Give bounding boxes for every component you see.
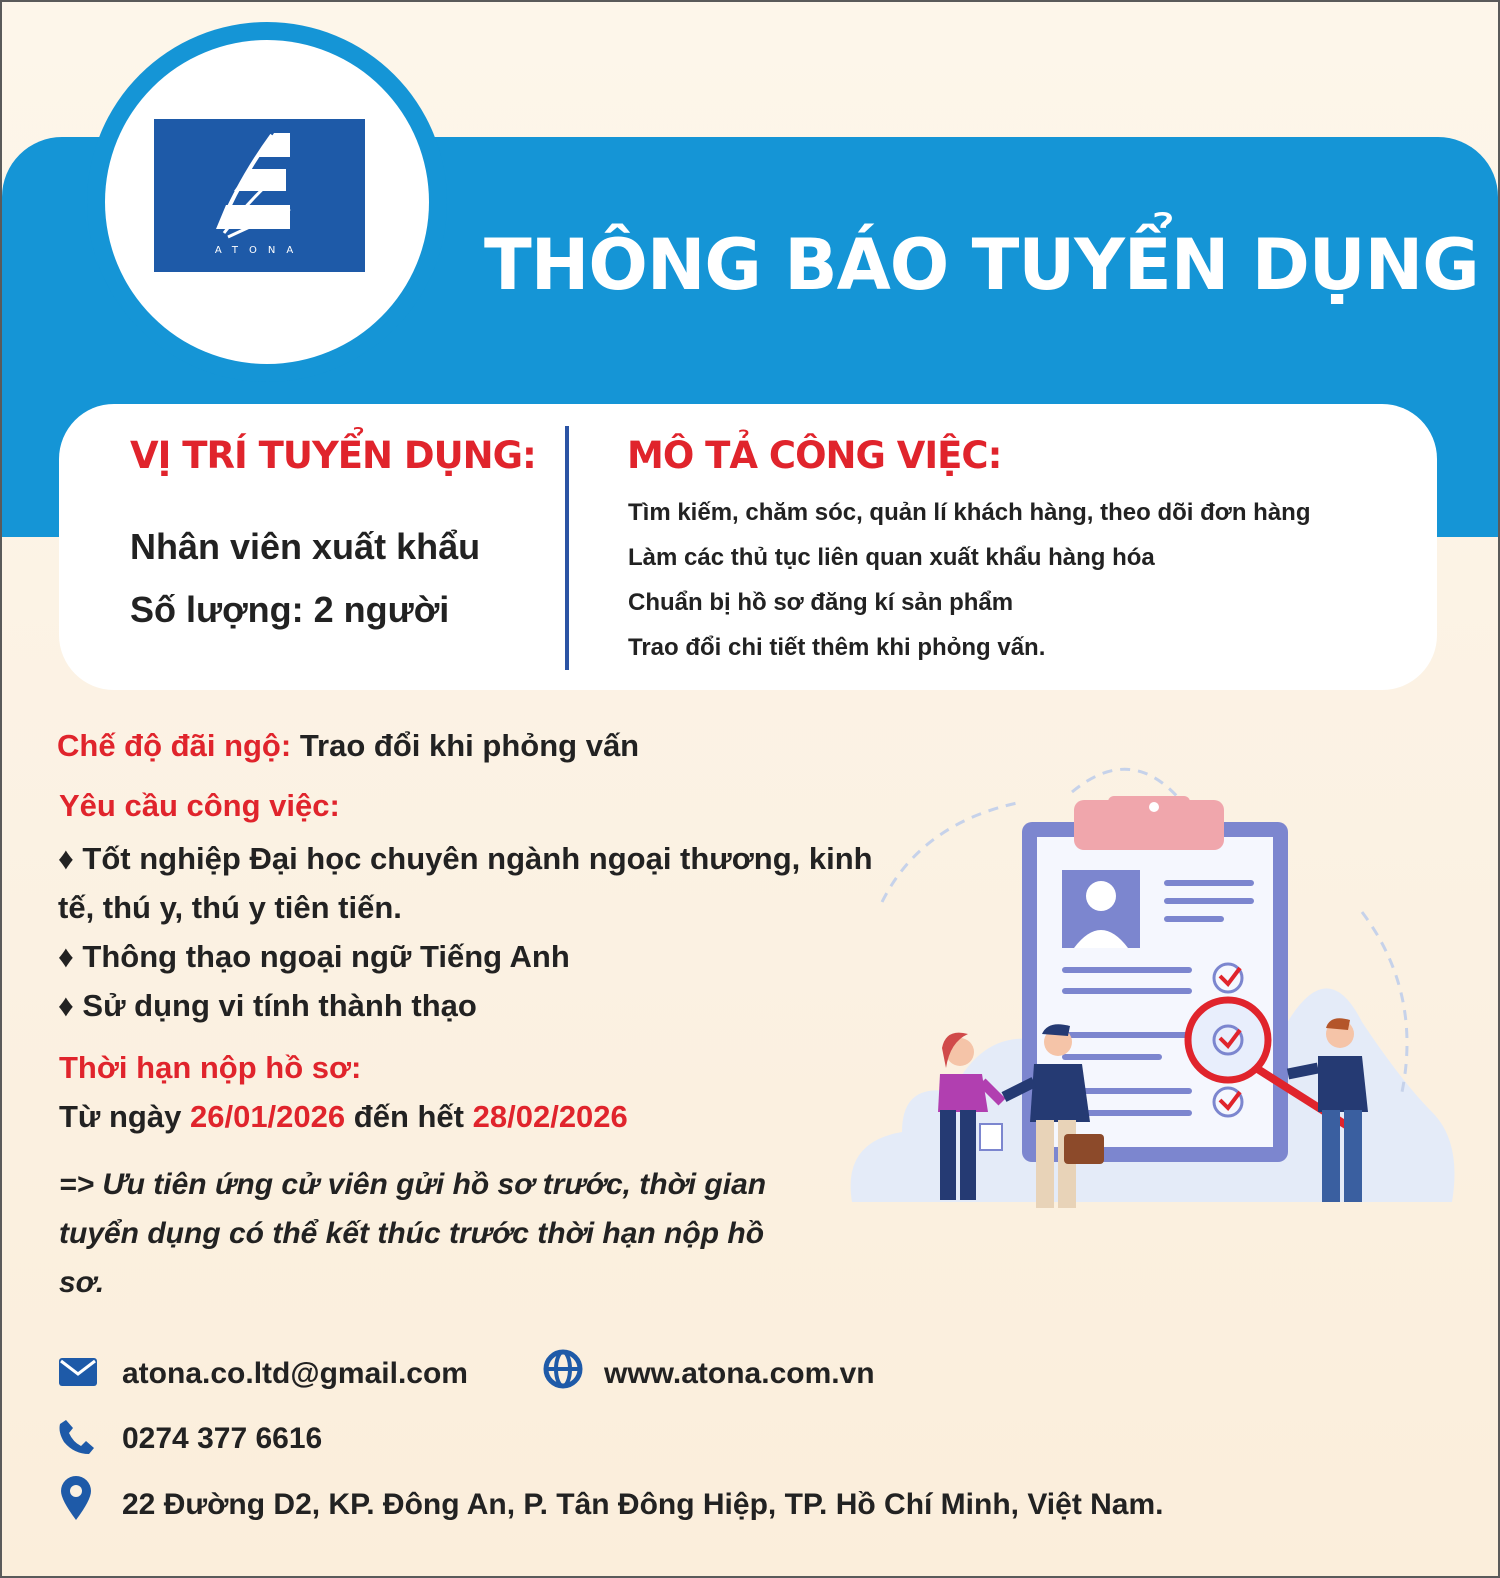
list-item: Tìm kiếm, chăm sóc, quản lí khách hàng, theo dõi đơn hàng (628, 499, 1311, 526)
logo-wordmark: ATONA (214, 245, 305, 256)
globe-icon (542, 1348, 584, 1390)
company-logo (154, 119, 365, 272)
deadline-prefix: Từ ngày (59, 1099, 182, 1134)
mail-icon (58, 1356, 98, 1388)
list-item: Chuẩn bị hồ sơ đăng kí sản phẩm (628, 589, 1014, 616)
benefits-row (57, 728, 639, 764)
deadline-middle: đến hết (353, 1099, 464, 1134)
position-heading: VỊ TRÍ TUYỂN DỤNG: (130, 434, 536, 477)
benefits-label: Chế độ đãi ngộ: (57, 728, 292, 763)
contact-address: 22 Đường D2, KP. Đông An, P. Tân Đông Hiệp, TP. Hồ Chí Minh, Việt Nam. (122, 1488, 1164, 1521)
contact-website[interactable]: www.atona.com.vn (604, 1357, 875, 1390)
position-quantity: Số lượng: 2 người (130, 589, 450, 630)
deadline-row (59, 1099, 628, 1135)
page-title: THÔNG BÁO TUYỂN DỤNG (484, 224, 1479, 306)
list-item: ♦ Tốt nghiệp Đại học chuyên ngành ngoại thương, kinh tế, thú y, thú y tiên tiến. (58, 841, 873, 925)
job-description-heading: MÔ TẢ CÔNG VIỆC: (627, 434, 1002, 477)
benefits-value: Trao đổi khi phỏng vấn (299, 728, 640, 763)
job-description-list (628, 495, 1311, 675)
deadline-end-date: 28/02/2026 (472, 1099, 628, 1134)
recruitment-illustration (842, 762, 1462, 1232)
contact-email[interactable]: atona.co.ltd@gmail.com (122, 1357, 468, 1390)
list-item: Trao đổi chi tiết thêm khi phỏng vấn. (628, 634, 1046, 661)
position-name: Nhân viên xuất khẩu (130, 526, 481, 567)
priority-note: => Ưu tiên ứng cử viên gửi hồ sơ trước, thời gian tuyển dụng có thể kết thúc trước thời hạn nộp hồ sơ. (59, 1168, 767, 1299)
deadline-heading: Thời hạn nộp hồ sơ: (59, 1050, 362, 1085)
list-item: Làm các thủ tục liên quan xuất khẩu hàng hóa (628, 544, 1155, 571)
deadline-start-date: 26/01/2026 (189, 1099, 346, 1134)
requirements-heading: Yêu cầu công việc: (59, 788, 340, 823)
card-divider (565, 426, 569, 670)
contact-phone[interactable]: 0274 377 6616 (122, 1422, 323, 1455)
phone-icon (58, 1418, 96, 1456)
location-pin-icon (58, 1474, 94, 1522)
requirements-list (58, 834, 878, 1030)
list-item: ♦ Thông thạo ngoại ngữ Tiếng Anh (58, 939, 570, 974)
list-item: ♦ Sử dụng vi tính thành thạo (58, 988, 477, 1023)
